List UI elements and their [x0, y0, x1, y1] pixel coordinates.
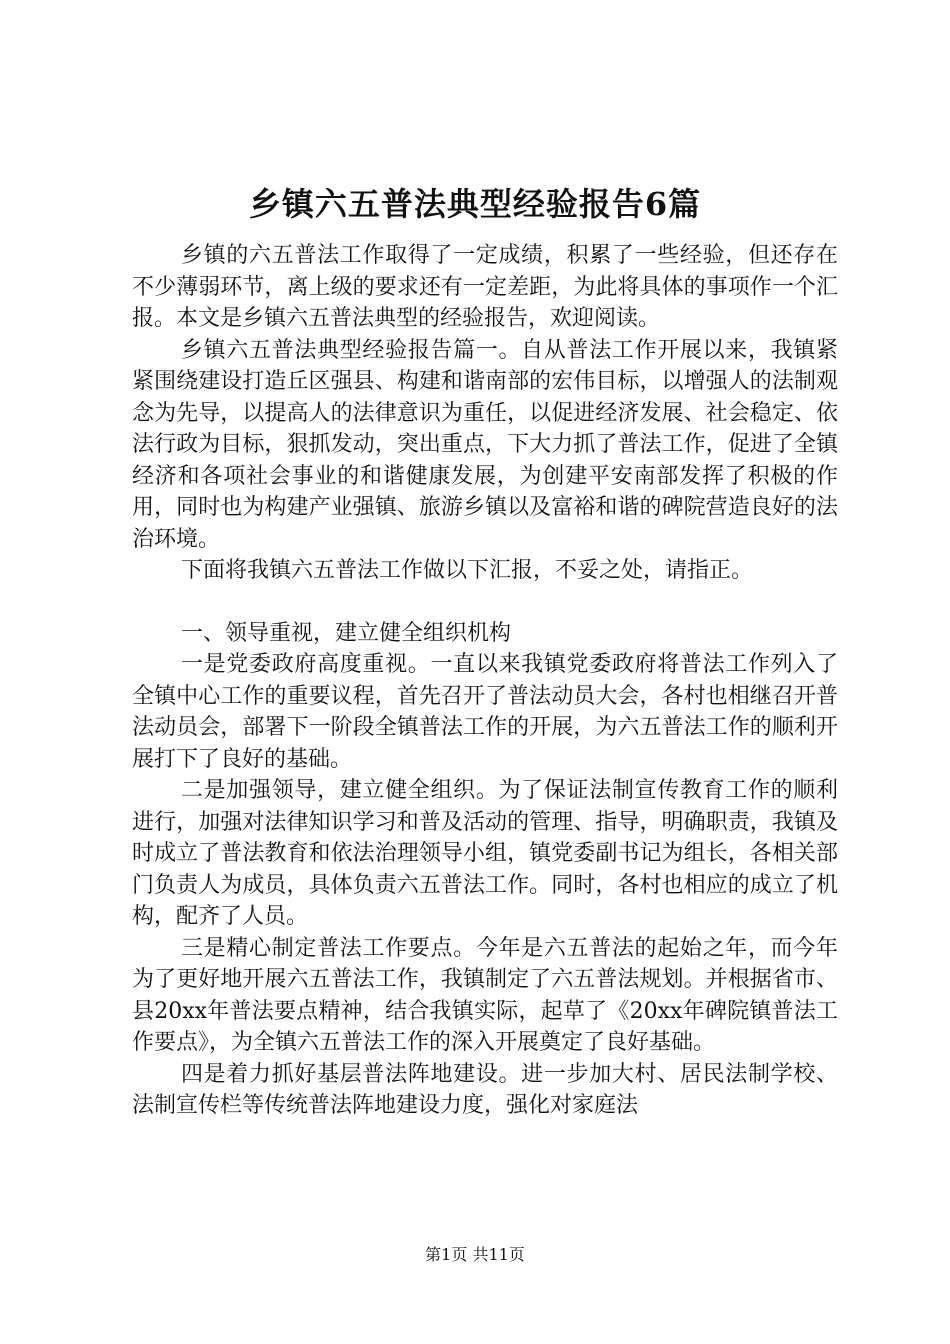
paragraph-point-one: 一是党委政府高度重视。一直以来我镇党委政府将普法工作列入了全镇中心工作的重要议程，首先召开了普法动员大会，各村也相继召开普法动员会，部署下一阶段全镇普法工作的开展，为六五普法工作的顺利开展打下了良好的基础。 — [132, 652, 838, 772]
paragraph-report-one: 乡镇六五普法典型经验报告篇一。自从普法工作开展以来，我镇紧紧围绕建设打造丘区强县、构建和谐南部的宏伟目标，以增强人的法制观念为先导，以提高人的法律意识为重任，以促进经济发展、社会稳定、依法行政为目标，狠抓发动，突出重点，下大力抓了普法工作，促进了全镇经济和各项社会事业的和谐健康发展，为创建平安南部发挥了积极的作用，同时也为构建产业强镇、旅游乡镇以及富裕和谐的碑院营造良好的法治环境。 — [132, 337, 838, 552]
paragraph-point-four: 四是着力抓好基层普法阵地建设。进一步加大村、居民法制学校、法制宣传栏等传统普法阵地建设力度，强化对家庭法 — [132, 1061, 838, 1118]
document-title: 乡镇六五普法典型经验报告6篇 — [248, 185, 702, 223]
page-footer: 第1页 共11页 — [425, 1245, 525, 1264]
document-body — [132, 240, 838, 1122]
paragraph-summary: 下面将我镇六五普法工作做以下汇报，不妥之处，请指正。 — [181, 558, 754, 583]
section-heading: 一、领导重视，建立健全组织机构 — [181, 620, 512, 646]
paragraph-point-two: 二是加强领导，建立健全组织。为了保证法制宣传教育工作的顺利进行，加强对法律知识学习和普及活动的管理、指导，明确职责，我镇及时成立了普法教育和依法治理领导小组，镇党委副书记为组长，各相关部门负责人为成员，具体负责六五普法工作。同时，各村也相应的成立了机构，配齐了人员。 — [132, 778, 838, 929]
paragraph-point-three: 三是精心制定普法工作要点。今年是六五普法的起始之年，而今年为了更好地开展六五普法工作，我镇制定了六五普法规划。并根据省市、县20xx年普法要点精神，结合我镇实际，起草了《20xx年碑院镇普法工作要点》，为全镇六五普法工作的深入开展奠定了良好基础。 — [132, 935, 838, 1055]
paragraph-intro: 乡镇的六五普法工作取得了一定成绩，积累了一些经验，但还存在不少薄弱环节，离上级的要求还有一定差距，为此将具体的事项作一个汇报。本文是乡镇六五普法典型的经验报告，欢迎阅读。 — [132, 243, 838, 331]
